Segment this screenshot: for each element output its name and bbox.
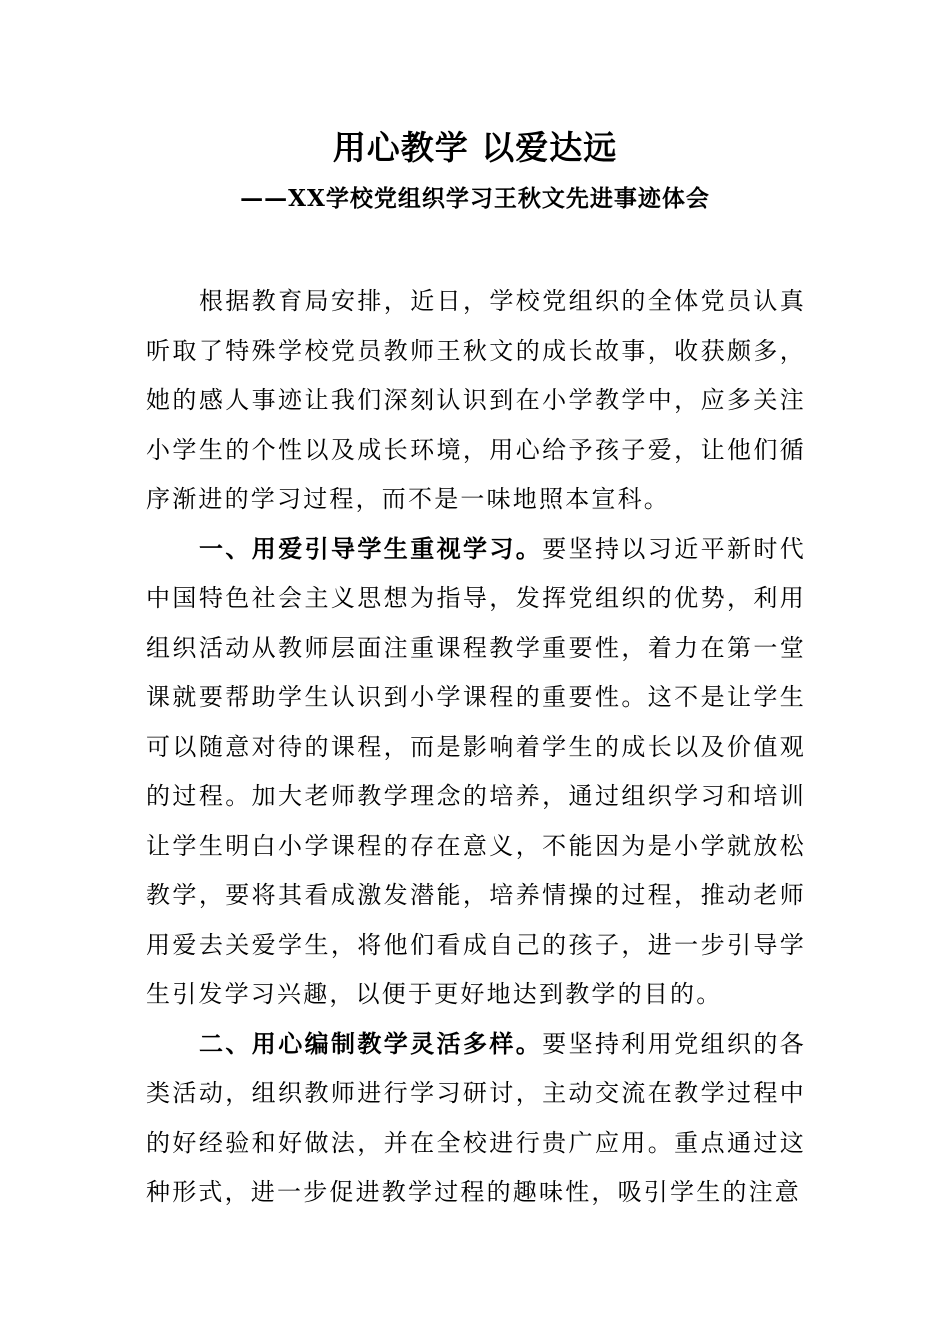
paragraph-text: 要坚持利用党组织的各类活动，组织教师进行学习研讨，主动交流在教学过程中的好经验和好做法，并在全校进行贵广应用。重点通过这种形式，进一步促进教学过程的趣味性，吸引学生的注意 (146, 1029, 806, 1206)
section-heading: 二、用心编制教学灵活多样。 (199, 1029, 543, 1058)
paragraph-section-1 (146, 525, 806, 1020)
paragraph-intro (146, 277, 806, 525)
section-heading: 一、用爱引导学生重视学习。 (199, 534, 543, 563)
paragraph-text: 根据教育局安排，近日，学校党组织的全体党员认真听取了特殊学校党员教师王秋文的成长故事，收获颇多，她的感人事迹让我们深刻认识到在小学教学中，应多关注小学生的个性以及成长环境，用心给予孩子爱，让他们循序渐进的学习过程，而不是一味地照本宣科。 (146, 287, 806, 513)
document-title: 用心教学 以爱达远 (332, 128, 618, 167)
document-subtitle: ——XX学校党组织学习王秋文先进事迹体会 (240, 185, 710, 212)
paragraph-section-2 (146, 1020, 806, 1218)
document-body (146, 277, 806, 1218)
paragraph-text: 要坚持以习近平新时代中国特色社会主义思想为指导，发挥党组织的优势，利用组织活动从教师层面注重课程教学重要性，着力在第一堂课就要帮助学生认识到小学课程的重要性。这不是让学生可以随意对待的课程，而是影响着学生的成长以及价值观的过程。加大老师教学理念的培养，通过组织学习和培训让学生明白小学课程的存在意义，不能因为是小学就放松教学，要将其看成激发潜能，培养情操的过程，推动老师用爱去关爱学生，将他们看成自己的孩子，进一步引导学生引发学习兴趣，以便于更好地达到教学的目的。 (146, 534, 806, 1008)
